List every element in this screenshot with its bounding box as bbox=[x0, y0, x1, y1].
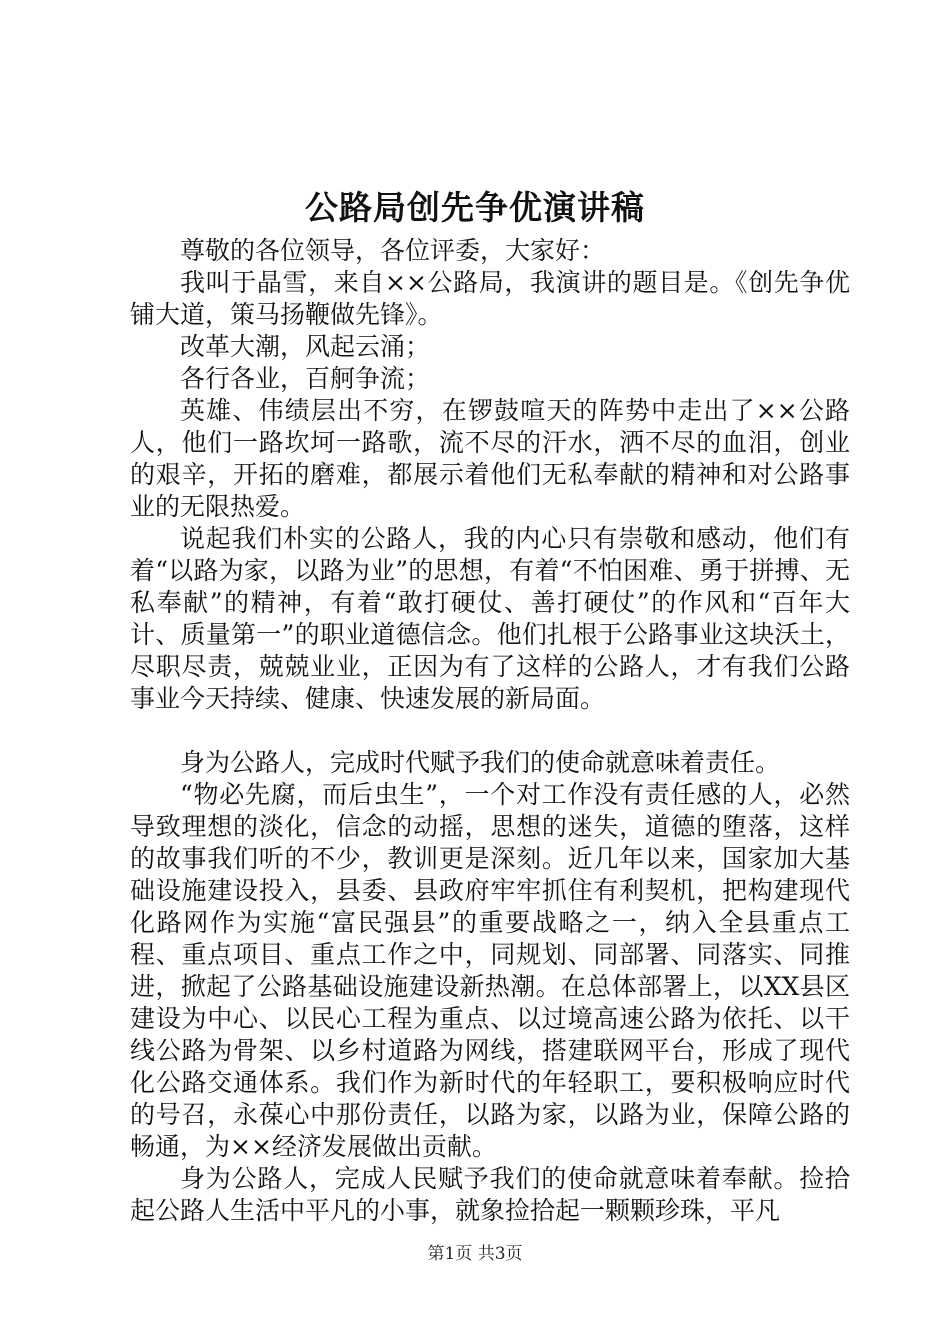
paragraph-road-workers: 说起我们朴实的公路人，我的内心只有崇敬和感动，他们有着“以路为家，以路为业”的思想，有着“不怕困难、勇于拼搏、无私奉献”的精神，有着“敢打硬仗、善打硬仗”的作风和“百年大计、质量第一”的职业道德信念。他们扎根于公路事业这块沃土，尽职尽责，兢兢业业，正因为有了这样的公路人，才有我们公路事业今天持续、健康、快速发展的新局面。 bbox=[130, 524, 850, 713]
paragraph-verse-1: 改革大潮，风起云涌； bbox=[180, 332, 431, 361]
paragraph-greeting: 尊敬的各位领导，各位评委，大家好： bbox=[180, 236, 606, 265]
paragraph-intro: 我叫于晶雪，来自××公路局，我演讲的题目是。《创先争优铺大道，策马扬鞭做先锋》。 bbox=[130, 268, 850, 329]
paragraph-dedication: 身为公路人，完成人民赋予我们的使命就意味着奉献。捡拾起公路人生活中平凡的小事，就象捡拾起一颗颗珍珠，平凡 bbox=[130, 1164, 850, 1225]
paragraph-responsibility-heading: 身为公路人，完成时代赋予我们的使命就意味着责任。 bbox=[180, 748, 781, 777]
paragraph-verse-2: 各行各业，百舸争流； bbox=[180, 364, 431, 393]
paragraph-heroes: 英雄、伟绩层出不穷，在锣鼓喧天的阵势中走出了××公路人，他们一路坎坷一路歌，流不尽的汗水，洒不尽的血泪，创业的艰辛，开拓的磨难，都展示着他们无私奉献的精神和对公路事业的无限热爱。 bbox=[130, 396, 850, 521]
document-body bbox=[130, 235, 850, 1227]
page-footer bbox=[0, 1242, 950, 1266]
paragraph-responsibility: “物必先腐，而后虫生”，一个对工作没有责任感的人，必然导致理想的淡化，信念的动摇，思想的迷失，道德的堕落，这样的故事我们听的不少，教训更是深刻。近几年以来，国家加大基础设施建设投入，县委、县政府牢牢抓住有利契机，把构建现代化路网作为实施“富民强县”的重要战略之一，纳入全县重点工程、重点项目、重点工作之中，同规划、同部署、同落实、同推进，掀起了公路基础设施建设新热潮。在总体部署上，以XX县区建设为中心、以民心工程为重点、以过境高速公路为依托、以干线公路为骨架、以乡村道路为网线，搭建联网平台，形成了现代化公路交通体系。我们作为新时代的年轻职工，要积极响应时代的号召，永葆心中那份责任，以路为家，以路为业，保障公路的畅通，为××经济发展做出贡献。 bbox=[130, 780, 850, 1161]
document-title: 公路局创先争优演讲稿 bbox=[305, 188, 645, 227]
page-number: 第1页 bbox=[427, 1244, 473, 1264]
page-total: 共3页 bbox=[477, 1244, 523, 1264]
